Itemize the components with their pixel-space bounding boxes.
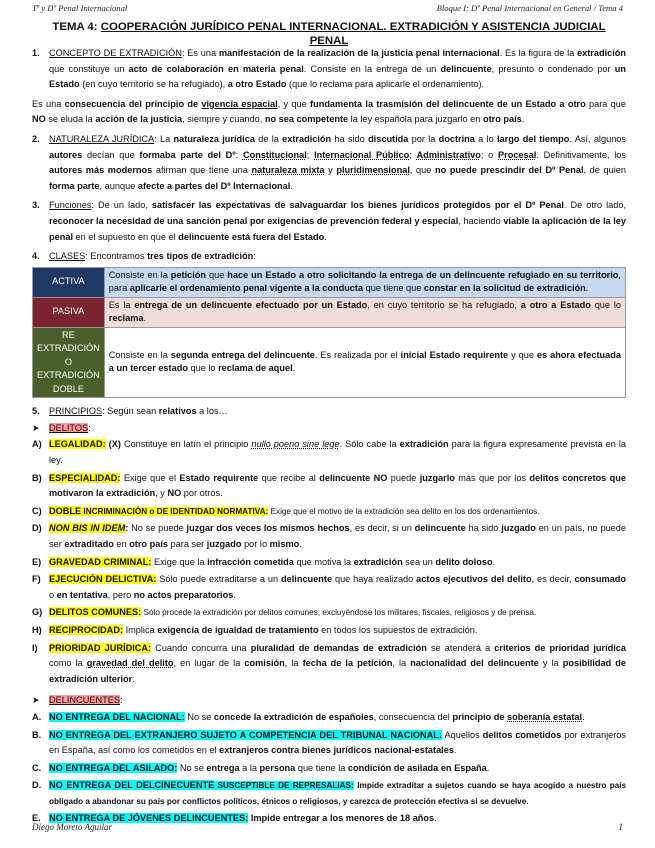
delincuente-nacional: A. NO ENTREGA DEL NACIONAL: No se concede la extradición de españoles, consecuencia del principio de soberanía estatal. bbox=[32, 711, 585, 722]
section-concepto: 1. CONCEPTO DE EXTRADICIÓN: Es una manifestación de la realización de la justicia penal internacional. Es la figura de la extradición que constituye un acto de colaboración en materia penal. Consiste en la entrega de un delincuente, presunto o condenado por un Estado (en cuyo territorio se ha refugiado), a otro Estado (que lo reclama para aplicarle el ordenamiento). bbox=[32, 48, 627, 90]
delito-legalidad: A) LEGALIDAD: (X) Constituye en latín el principio nullo poeno sine lege. Sólo cabe la extradición para la figura expresamente prevista en la ley. bbox=[32, 439, 627, 465]
delito-reciprocidad: H) RECIPROCIDAD: Implica exigencia de igualdad de tratamiento en todos los supuestos de extradición. bbox=[32, 624, 478, 635]
arrow-icon: ➤ bbox=[32, 695, 40, 706]
page-title: TEMA 4: COOPERACIÓN JURÍDICO PENAL INTERNACIONAL. EXTRADICIÓN Y ASISTENCIA JUDICIAL PENAL bbox=[52, 21, 606, 47]
section-concepto-cont: Es una consecuencia del principio de vigencia espacial, y que fundamenta la trasmisión del delincuente de un Estado a otro para que NO se eluda la acción de la justicia, siempre y cuando, no sea competente la ley española para juzgarlo en otro país. bbox=[32, 98, 626, 125]
page-number: 1 bbox=[618, 822, 623, 832]
delincuente-jovenes: E. NO ENTREGA DE JÓVENES DELINCUENTES: Impide entregar a los menores de 18 años. bbox=[32, 813, 437, 824]
header-right: Bloque I: Dº Penal Internacional en General / Tema 4 bbox=[436, 3, 623, 13]
delito-ejecucion-delictiva: F) EJECUCIÓN DELICTIVA: Sólo puede extraditarse a un delincuente que haya realizado actos ejecutivos del delito, es decir, consumado o en tentativa, pero no actos preparatorios. bbox=[32, 574, 627, 600]
delito-delitos-comunes: G) DELITOS COMUNES: Sólo procede la extradición por delitos comunes, excluyéndose los militares, fiscales, religiosos y de prensa. bbox=[32, 607, 537, 618]
clase-label-pasiva: PASIVA bbox=[33, 297, 105, 327]
delito-non-bis-in-idem: D) NON BIS IN IDEM: No se puede juzgar dos veces los mismos hechos, es decir, si un delincuente ha sido juzgado en un país, no puede ser extraditado en otro país para ser juzgado por lo mismo. bbox=[32, 523, 627, 549]
page-header bbox=[32, 3, 623, 17]
delincuente-asilado: C. NO ENTREGA DEL ASILADO: No se entrega a la persona que tiene la condición de asilada en España. bbox=[32, 762, 490, 773]
header-left: Tª y Dº Penal Internacional bbox=[32, 3, 128, 13]
delincuente-represalias: D. NO ENTREGA DEL DELCINECUENTE SUSCEPTIBLE DE REPRESALIAS: Impide extraditar a sujetos cuando se haya acogido a nuestro país obligado a abandonar su país por conflictos políticos, étnicos o religiosos, y carezca de protección efectiva si se devuelve. bbox=[32, 780, 626, 806]
delincuente-extranjero: B. NO ENTREGA DEL EXTRANJERO SUJETO A COMPETENCIA DEL TRIBUNAL NACIONAL: Aquellos delitos cometidos por extranjeros en España, así como los cometidos en el extranjeros contra bienes jurídicos nacional-estatales. bbox=[32, 729, 627, 756]
delito-prioridad-juridica: I) PRIORIDAD JURÍDICA: Cuando concurra una pluralidad de demandas de extradición se atenderá a criterios de prioridad jurídica como la gravedad del delito, en lugar de la comisión, la fecha de la petición, la nacionalidad del delincuente y la posibilidad de extradición ulterior. bbox=[32, 642, 627, 684]
delito-especialidad: B) ESPECIALIDAD: Exige que el Estado requirente que recibe al delincuente NO puede juzgarlo más que por los delitos concretos que motivaron la extradición, y NO por otros. bbox=[32, 472, 626, 499]
section-naturaleza: 2. NATURALEZA JURÍDICA: La naturaleza jurídica de la extradición ha sido discutida por la doctrina a lo largo del tiempo. Así, algunos autores decían que formaba parte del Dº: Constitucional; Internacional Público; Administrativo; o Procesal. Definitivamente, los autores más modernos afirman que tiene una naturaleza mixta y pluridimensional, que no puede prescindir del Dº Penal, de quien forma parte, aunque afecte a partes del Dº Internacional. bbox=[32, 133, 627, 191]
clase-row-pasiva bbox=[33, 297, 626, 327]
delito-gravedad-criminal: E) GRAVEDAD CRIMINAL: Exige que la infracción cometida que motiva la extradición sea un delito doloso. bbox=[32, 556, 496, 567]
footer-author: Diego Moreto Aguilar bbox=[32, 822, 112, 832]
document-body bbox=[32, 21, 627, 829]
arrow-icon: ➤ bbox=[32, 422, 40, 433]
page-footer bbox=[32, 822, 623, 836]
clase-label-doble: RE EXTRADICIÓN O EXTRADICIÓN DOBLE bbox=[33, 327, 105, 398]
delito-doble-incriminacion: C) DOBLE INCRIMINACIÓN o DE IDENTIDAD NORMATIVA: Exige que el motivo de la extradición sea delito en los dos ordenamientos. bbox=[32, 505, 540, 516]
section-clases: 4. CLASES: Encontramos tres tipos de extradición: bbox=[32, 251, 256, 262]
delitos-heading: ➤ DELITOS: bbox=[32, 421, 626, 437]
clase-row-doble bbox=[33, 327, 626, 398]
clase-desc-activa: Consiste en la petición que hace un Estado a otro solicitando la entrega de un delincuente refugiado en su territorio, para aplicarle el ordenamiento penal vigente a la conducta que tiene que constar en la solicitud de extradición. bbox=[104, 267, 625, 297]
delincuentes-heading: ➤ DELINCUENTES: bbox=[32, 693, 626, 709]
clase-desc-doble: Consiste en la segunda entrega del delincuente. Es realizada por el inicial Estado requirente y que es ahora efectuada a un tercer estado que lo reclama de aquel. bbox=[104, 327, 625, 398]
clases-table bbox=[32, 267, 626, 399]
clase-desc-pasiva: Es la entrega de un delincuente efectuado por un Estado, en cuyo territorio se ha refugiado, a otro a Estado que lo reclama. bbox=[104, 297, 625, 327]
clase-row-activa bbox=[33, 267, 626, 297]
section-funciones: 3. Funciones: De un lado, satisfacer las expectativas de salvaguardar los bienes jurídicos protegidos por el Dº Penal. De otro lado, reconocer la necesidad de una sanción penal por exigencias de prevención federal y especial, haciendo viable la aplicación de la ley penal en el supuesto en que el delincuente está fuera del Estado. bbox=[32, 200, 626, 242]
clase-label-activa: ACTIVA bbox=[33, 267, 105, 297]
section-principios: 5. PRINCIPIOS: Según sean relativos a los… bbox=[32, 406, 228, 417]
